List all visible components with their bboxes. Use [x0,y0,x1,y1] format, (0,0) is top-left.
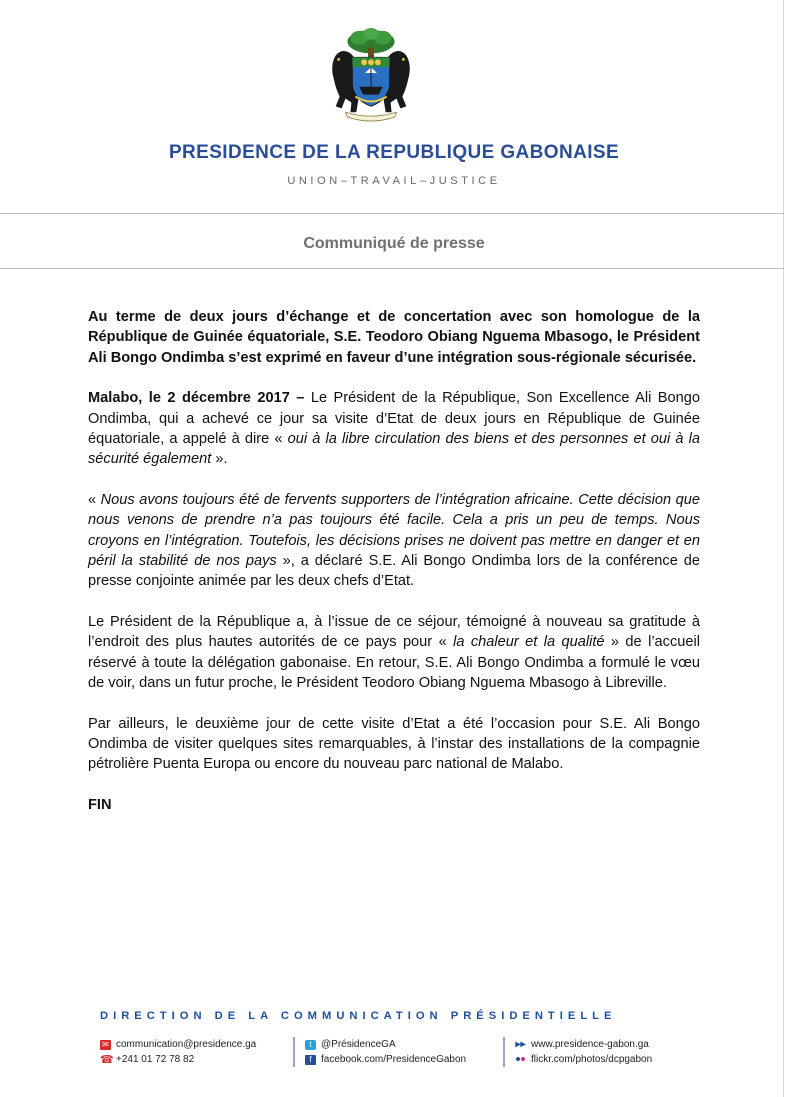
footer-separator [503,1037,505,1067]
header-divider [0,213,784,214]
footer-contacts [100,1037,700,1073]
paragraph-1-end: ». [211,451,228,468]
footer-contact-col [100,1037,256,1067]
paragraph-3 [88,612,700,694]
paragraph-3-text-1: Le Président de la République a, à l’issue de ce séjour, témoigné à nouveau sa gratitude à l’endroit des plus hautes autorités de ce pays pour « [88,613,700,651]
end-marker: FIN [88,796,112,813]
release-body [88,307,700,835]
paragraph-2-text: », a déclaré S.E. Ali Bongo Ondimba lors de la conférence de presse conjointe animée par les deux chefs d’Etat. [88,553,701,590]
coat-of-arms-emblem [322,26,420,124]
presidency-title: PRESIDENCE DE LA REPUBLIQUE GABONAISE [168,142,620,163]
paragraph-1-text: Le Président de la République, Son Excellence Ali Bongo Ondimba, qui a achevé ce jour sa visite d’Etat de deux jours en République de Guinée équatoriale, a appelé à dire « [88,390,700,448]
national-motto: UNION–TRAVAIL–JUSTICE [287,175,501,187]
paragraph-3-text-2: » de l’accueil réservé à toute la délégation gabonaise. En retour, S.E. Ali Bongo Ondimba a formulé le vœu de voir, dans un futur proche, le Président Teodoro Obiang Nguema Mbasogo à Libreville. [88,634,700,692]
paragraph-3-quote: la chaleur et la qualité [453,634,605,651]
footer-social-col [305,1037,466,1067]
footer-web-col [515,1037,652,1067]
phone-line [100,1052,256,1067]
facebook-line [305,1052,466,1067]
paragraph-1-quote: oui à la libre circulation des biens et des personnes et oui à la sécurité également [88,431,701,468]
facebook-icon: f [305,1055,316,1065]
dateline: Malabo, le 2 décembre 2017 – [88,390,305,407]
paragraph-4: Par ailleurs, le deuxième jour de cette visite d’Etat a été l’occasion pour S.E. Ali Bongo Ondimba de visiter quelques sites remarquables, à l’instar des installations de la compagnie pétrolière Puenta Europa ou encore du nouveau parc national de Malabo. [88,715,700,773]
paragraph-2 [88,490,700,592]
facebook-link[interactable]: facebook.com/PresidenceGabon [321,1054,467,1065]
footer-title: DIRECTION DE LA COMMUNICATION PRÉSIDENTIELLE [100,1010,617,1022]
flickr-icon [515,1055,526,1065]
email-line [100,1037,256,1052]
paragraph-1 [88,388,700,470]
twitter-link[interactable]: @PrésidenceGA [321,1039,396,1050]
flickr-link[interactable]: flickr.com/photos/dcpgabon [531,1054,653,1065]
paragraph-2-quote: Nous avons toujours été de fervents supporters de l’intégration africaine. Cette décision que nous venons de prendre n’a pas toujours été facile. Cela a pris un peu de temps. Nous croyons en l’intégration. Toutefois, les décisions prises ne doivent pas mettre en danger et en péril la stabilité de nos pays [88,491,701,570]
twitter-line [305,1037,466,1052]
page-edge [783,0,784,1097]
website-link[interactable]: www.presidence-gabon.ga [531,1039,649,1050]
mail-icon: ✉ [100,1040,111,1050]
twitter-icon: t [305,1040,316,1050]
phone-number: +241 01 72 78 82 [116,1054,195,1065]
heading-divider [0,268,784,269]
press-release-heading: Communiqué de presse [303,235,485,252]
phone-icon: ☎ [100,1053,114,1066]
globe-icon: ▸▸ [515,1038,526,1050]
website-line [515,1037,652,1052]
footer-separator [293,1037,295,1067]
paragraph-2-open: « [88,491,101,508]
flickr-line [515,1052,652,1067]
email-link[interactable]: communication@presidence.ga [116,1039,257,1050]
lead-paragraph: Au terme de deux jours d’échange et de concertation avec son homologue de la République de Guinée équatoriale, S.E. Teodoro Obiang Nguema Mbasogo, le Président Ali Bongo Ondimba s’est exprimé en faveur d’une intégration sous-régionale sécurisée. [88,309,700,366]
